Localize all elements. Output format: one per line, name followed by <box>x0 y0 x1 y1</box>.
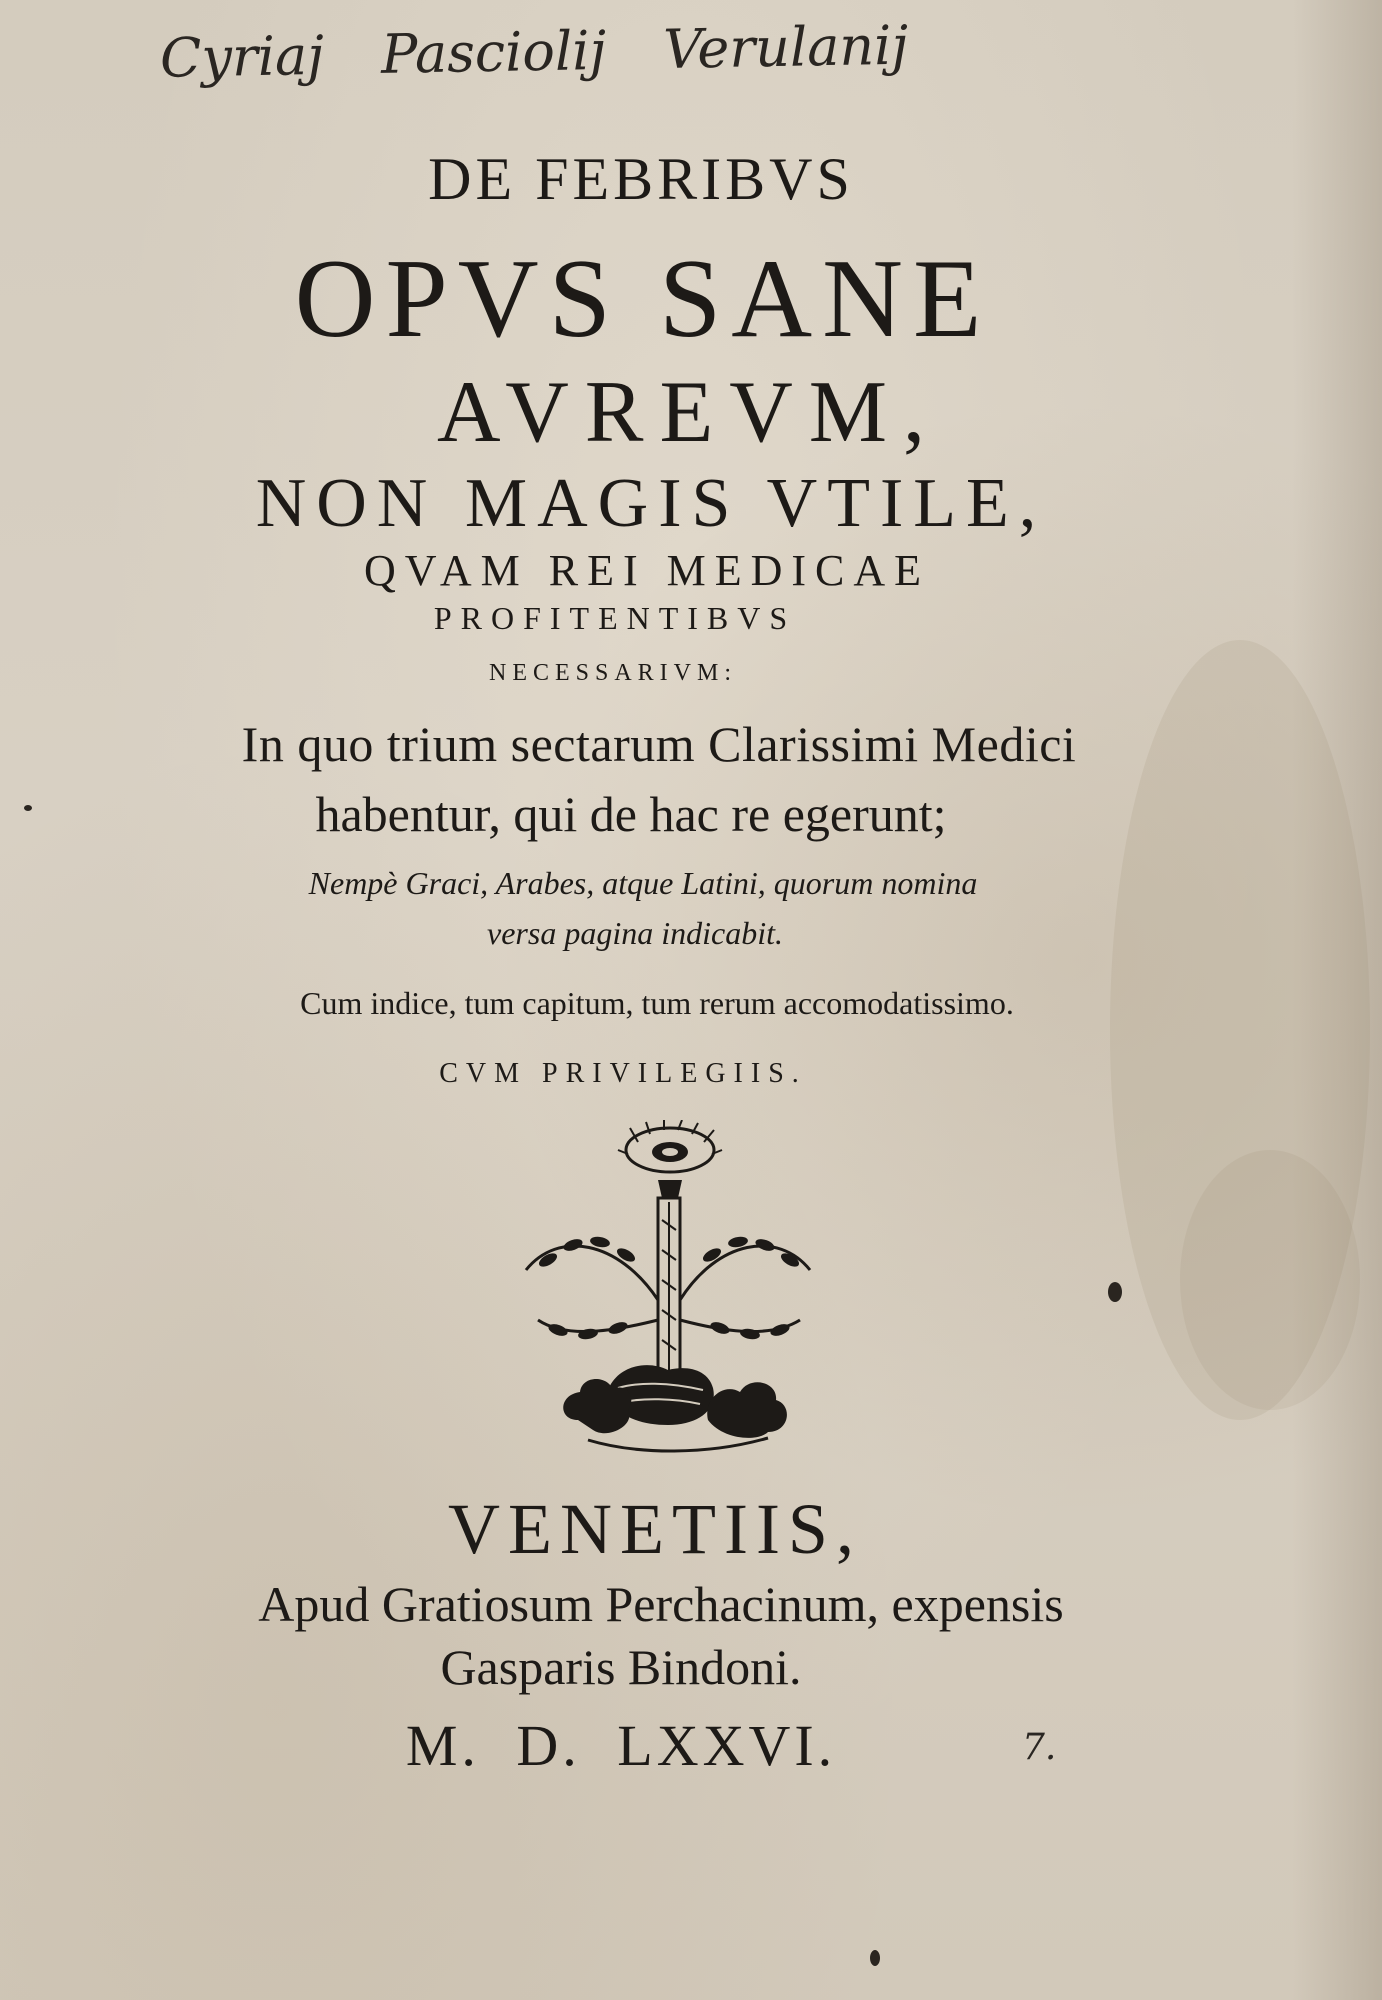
torch-stem-icon <box>658 1180 682 1378</box>
water-stain <box>1180 1150 1360 1410</box>
italic-line-1: Nempè Graci, Arabes, atque Latini, quorum nomina <box>308 865 978 901</box>
imprint-publisher: Gasparis Bindoni. <box>440 1639 802 1695</box>
imprint-city: VENETIIS, <box>448 1489 862 1569</box>
imprint-date: M. D. LXXVI. <box>405 1713 837 1778</box>
imprint-printer: Apud Gratiosum Perchacinum, expensis <box>258 1576 1064 1632</box>
title-line-7: NECESSARIVM: <box>488 660 738 686</box>
torch-flame-icon <box>618 1120 722 1172</box>
title-line-1: DE FEBRIBVS <box>428 146 854 212</box>
ink-spot <box>1108 1282 1122 1302</box>
index-line: Cum indice, tum capitum, tum rerum accomodatissimo. <box>300 985 1014 1021</box>
title-line-5: QVAM REI MEDICAE <box>363 546 931 595</box>
title-line-4: NON MAGIS VTILE, <box>255 465 1047 542</box>
title-line-2: OPVS SANE <box>294 237 992 361</box>
hand-holding-torch-device <box>518 1120 818 1460</box>
handwritten-date-annotation: 7. <box>1022 1727 1057 1768</box>
description-line-2: habentur, qui de hac re egerunt; <box>315 786 947 842</box>
handwritten-signature: Cyriaj Pasciolij Verulanij <box>159 13 909 90</box>
description-line-1: In quo trium sectarum Clarissimi Medici <box>241 716 1077 772</box>
title-line-6: PROFITENTIBVS <box>433 600 797 636</box>
title-line-3: AVREVM, <box>436 364 941 461</box>
ink-spot <box>870 1950 880 1966</box>
italic-line-2: versa pagina indicabit. <box>487 915 783 951</box>
privilege-line: CVM PRIVILEGIIS. <box>439 1058 807 1089</box>
